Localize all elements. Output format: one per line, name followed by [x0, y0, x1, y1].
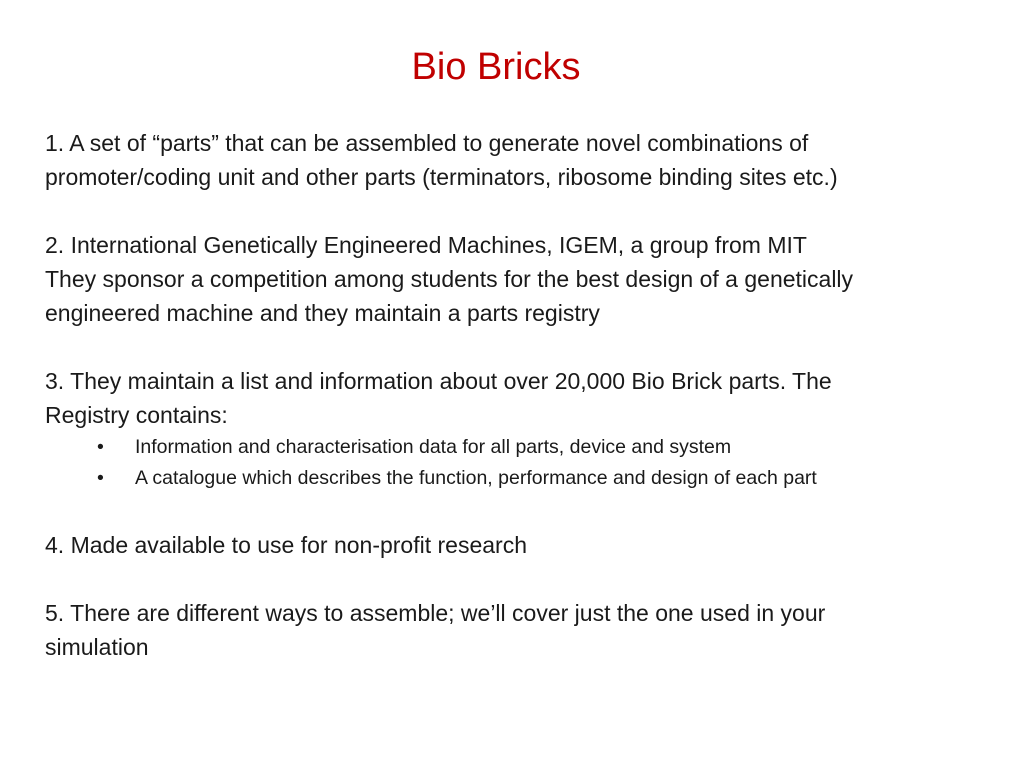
- spacer: [45, 494, 975, 528]
- point-2: [45, 228, 975, 330]
- spacer: [45, 330, 975, 364]
- point-line: 1. A set of “parts” that can be assembled to generate novel combinations of: [45, 130, 809, 156]
- point-line: engineered machine and they maintain a parts registry: [45, 300, 600, 326]
- bullet-icon: •: [97, 467, 104, 489]
- point-3: [45, 364, 975, 494]
- point-line: 5. There are different ways to assemble; we’ll cover just the one used in your: [45, 600, 826, 626]
- point-line: 4. Made available to use for non-profit research: [45, 532, 527, 558]
- bullet-item: [45, 432, 975, 463]
- registry-bullet-list: [45, 432, 975, 494]
- bullet-text: Information and characterisation data for all parts, device and system: [135, 436, 732, 458]
- bullet-icon: •: [97, 436, 104, 458]
- point-line: 2. International Genetically Engineered Machines, IGEM, a group from MIT: [45, 232, 807, 258]
- point-4: [45, 528, 975, 562]
- point-line: promoter/coding unit and other parts (terminators, ribosome binding sites etc.): [45, 164, 838, 190]
- point-line: Registry contains:: [45, 402, 228, 428]
- point-line: They sponsor a competition among students for the best design of a genetically: [45, 266, 854, 292]
- bullet-item: [45, 463, 975, 494]
- point-line: 3. They maintain a list and information about over 20,000 Bio Brick parts. The: [45, 368, 832, 394]
- slide-title: Bio Bricks: [411, 46, 581, 88]
- spacer: [45, 194, 975, 228]
- point-1: [45, 126, 975, 194]
- spacer: [45, 562, 975, 596]
- bullet-text: A catalogue which describes the function, performance and design of each part: [135, 467, 817, 489]
- slide-body: [45, 126, 975, 664]
- point-5: [45, 596, 975, 664]
- point-line: simulation: [45, 634, 149, 660]
